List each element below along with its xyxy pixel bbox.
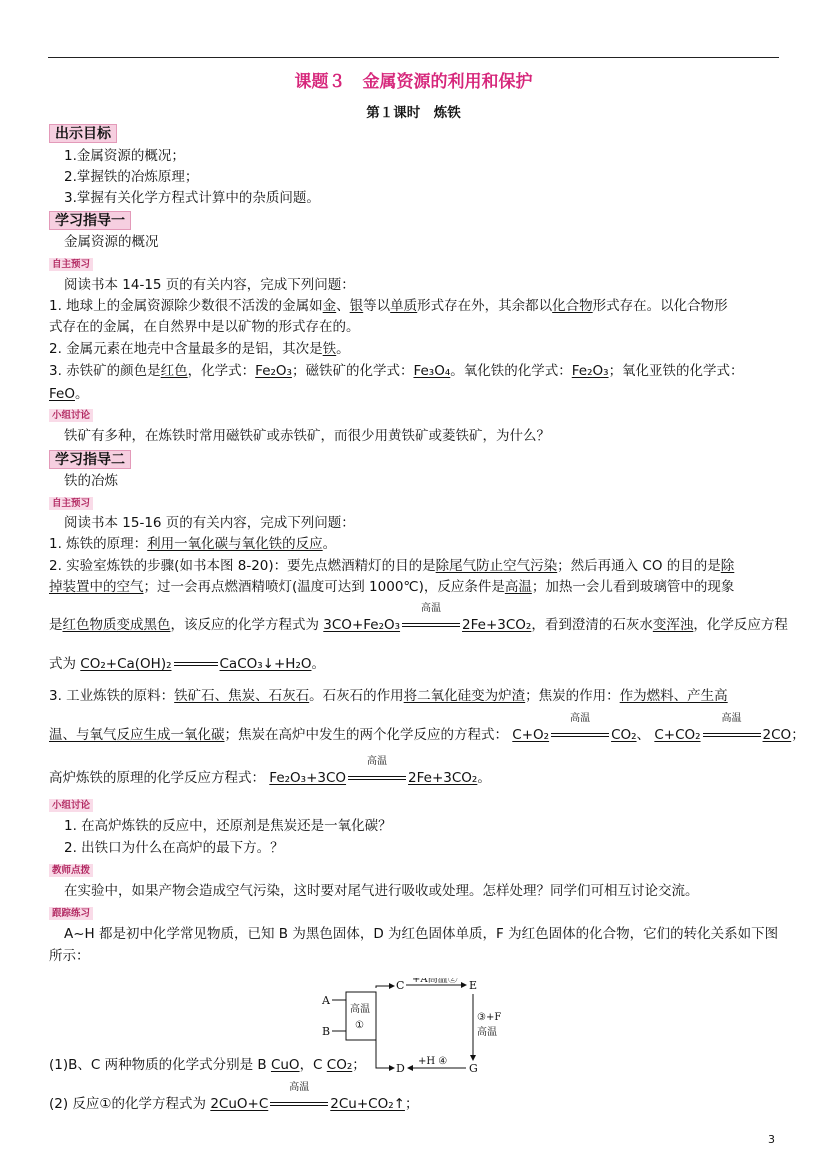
top-rule xyxy=(48,57,779,58)
node-b: B xyxy=(322,1025,331,1038)
point-3-line-1: 3. 工业炼铁的原料：铁矿石、焦炭、石灰石。石灰石的作用将二氧化硅变为炉渣；焦炭的作用：作为燃料、产生高 xyxy=(49,688,728,704)
point-2-line-4: 式为 CO₂+Ca(OH)₂ CaCO₃↓+H₂O。 xyxy=(49,656,325,672)
tag-group-discussion-1: 小组讨论 xyxy=(49,409,93,422)
node-a: A xyxy=(322,994,330,1007)
point-1: 1. 炼铁的原理：利用一氧化碳与氧化铁的反应。 xyxy=(49,536,337,552)
node-e: E xyxy=(469,979,478,992)
diagram-step-3: ③+F xyxy=(477,1012,502,1023)
question-3-line-2: FeO。 xyxy=(49,386,89,402)
objective-3: 3.掌握有关化学方程式计算中的杂质问题。 xyxy=(64,190,320,206)
answer-gold: 金 xyxy=(322,298,337,314)
discussion-2-item-2: 2. 出铁口为什么在高炉的最下方。？ xyxy=(64,840,284,856)
discussion-1: 铁矿有多种，在炼铁时常用磁铁矿或赤铁矿，而很少用黄铁矿或菱铁矿，为什么？ xyxy=(64,428,550,444)
answer-turbid: 变浑浊 xyxy=(652,617,694,633)
answer-purpose-1: 除尾气防止空气污染 xyxy=(435,558,558,574)
question-1-line-2: 式存在的金属，在自然界中是以矿物的形式存在的。 xyxy=(49,319,360,335)
point-4: 高炉炼铁的原理的化学反应方程式： Fe₂O₃+3CO 高温 2Fe+3CO₂。 xyxy=(49,756,491,786)
answer-principle: 利用一氧化碳与氧化铁的反应 xyxy=(147,536,323,552)
answer-2: (2) 反应①的化学方程式为 2CuO+C 高温 2Cu+CO₂↑； xyxy=(49,1082,419,1112)
answer-fe2o3-b: Fe₂O₃ xyxy=(571,363,609,379)
diagram-step-4: +H ④ xyxy=(418,1056,448,1067)
answer-coke-1: 作为燃料、产生高 xyxy=(619,688,728,704)
answer-purpose-2: 掉装置中的空气 xyxy=(49,579,144,595)
diagram-condition-heat: 高温 xyxy=(350,1004,370,1015)
answer-element: 单质 xyxy=(390,298,418,314)
page-title: 课题３ 金属资源的利用和保护 xyxy=(294,72,533,92)
diagram-step-3-condition: 高温 xyxy=(477,1027,497,1038)
point-3-line-2: 温、与氧气反应生成一氧化碳；焦炭在高炉中发生的两个化学反应的方程式： C+O₂ 高温 CO₂、 C+CO₂ 高温 2CO； xyxy=(49,713,805,743)
answer-condition: 高温 xyxy=(504,579,532,595)
answer-compound: 化合物 xyxy=(552,298,593,314)
guide-2-topic: 铁的冶炼 xyxy=(64,473,118,489)
answer-coke-2: 温、与氧气反应生成一氧化碳 xyxy=(49,727,225,743)
answer-b-formula: CuO xyxy=(270,1057,300,1073)
page-subtitle: 第１课时 炼铁 xyxy=(366,105,461,121)
equation-2: CO₂+Ca(OH)₂ CaCO₃↓+H₂O xyxy=(80,656,312,672)
diagram-step-1: ① xyxy=(355,1020,364,1031)
teacher-tips: 在实验中，如果产物会造成空气污染，这时要对尾气进行吸收或处理。怎样处理？同学们可相互讨论交流。 xyxy=(64,883,699,899)
section-label-objectives: 出示目标 xyxy=(49,124,117,143)
exercise-line-1: A~H 都是初中化学常见物质，已知 B 为黑色固体，D 为红色固体单质，F 为红色固体的化合物，它们的转化关系如下图 xyxy=(64,926,779,942)
answer-fe3o4: Fe₃O₄ xyxy=(413,363,451,379)
question-3-line-1: 3. 赤铁矿的颜色是红色，化学式：Fe₂O₃；磁铁矿的化学式：Fe₃O₄。氧化铁的化学式：Fe₂O₃；氧化亚铁的化学式： xyxy=(49,363,744,379)
tag-teacher-tips: 教师点拨 xyxy=(49,864,93,877)
point-2-line-3: 是红色物质变成黑色，该反应的化学方程式为 3CO+Fe₂O₃ 高温 2Fe+3CO₂，看到澄清的石灰水变浑浊，化学反应方程 xyxy=(49,603,788,633)
answer-raw-materials: 铁矿石、焦炭、石灰石 xyxy=(174,688,310,704)
equation-6: 2CuO+C 高温 2Cu+CO₂↑ xyxy=(210,1082,405,1112)
node-c: C xyxy=(396,979,405,992)
guide-2-intro: 阅读书本 15-16 页的有关内容，完成下列问题： xyxy=(64,515,355,531)
equation-1: 3CO+Fe₂O₃ 高温 2Fe+3CO₂ xyxy=(323,603,532,633)
node-g: G xyxy=(469,1062,478,1075)
tag-group-discussion-2: 小组讨论 xyxy=(49,799,93,812)
node-d: D xyxy=(396,1062,405,1075)
answer-phenomenon: 红色物质变成黑色 xyxy=(62,617,171,633)
diagram-step-2: +A高温② xyxy=(412,978,458,985)
answer-fe2o3: Fe₂O₃ xyxy=(255,363,292,379)
answer-iron: 铁 xyxy=(322,341,337,357)
equation-4: C+CO₂ 高温 2CO xyxy=(654,713,792,743)
question-2: 2. 金属元素在地壳中含量最多的是铝，其次是铁。 xyxy=(49,341,350,357)
tag-practice: 跟踪练习 xyxy=(49,907,93,920)
answer-limestone: 将二氧化硅变为炉渣 xyxy=(403,688,526,704)
answer-red: 红色 xyxy=(160,363,188,379)
equation-3: C+O₂ 高温 CO₂ xyxy=(512,713,637,743)
section-label-guide-2: 学习指导二 xyxy=(49,450,131,469)
answer-silver: 银 xyxy=(349,298,364,314)
objective-2: 2.掌握铁的冶炼原理； xyxy=(64,169,199,185)
guide-1-intro: 阅读书本 14-15 页的有关内容，完成下列问题： xyxy=(64,277,355,293)
section-label-guide-1: 学习指导一 xyxy=(49,211,131,230)
point-2-line-1: 2. 实验室炼铁的步骤(如书本图 8-20)：要先点燃酒精灯的目的是除尾气防止空气污染；然后再通入 CO 的目的是除 xyxy=(49,558,735,574)
answer-c-formula: CO₂ xyxy=(326,1057,353,1073)
answer-feo: FeO xyxy=(49,386,75,402)
page-number: 3 xyxy=(768,1133,775,1146)
tag-self-study-2: 自主预习 xyxy=(49,497,93,510)
guide-1-topic: 金属资源的概况 xyxy=(64,234,159,250)
tag-self-study-1: 自主预习 xyxy=(49,258,93,271)
objective-1: 1.金属资源的概况； xyxy=(64,148,185,164)
equation-5: Fe₂O₃+3CO 高温 2Fe+3CO₂ xyxy=(269,756,478,786)
discussion-2-item-1: 1. 在高炉炼铁的反应中，还原剂是焦炭还是一氧化碳？ xyxy=(64,818,392,834)
question-1-line-1: 1. 地球上的金属资源除少数很不活泼的金属如金、银等以单质形式存在外，其余都以化合物形式存在。以化合物形 xyxy=(49,298,728,314)
point-2-line-2: 掉装置中的空气；过一会再点燃酒精喷灯(温度可达到 1000℃)，反应条件是高温；加热一会儿看到玻璃管中的现象 xyxy=(49,579,735,595)
answer-1: (1)B、C 两种物质的化学式分别是 B CuO，C CO₂； xyxy=(49,1057,366,1073)
exercise-line-2: 所示： xyxy=(49,948,90,964)
